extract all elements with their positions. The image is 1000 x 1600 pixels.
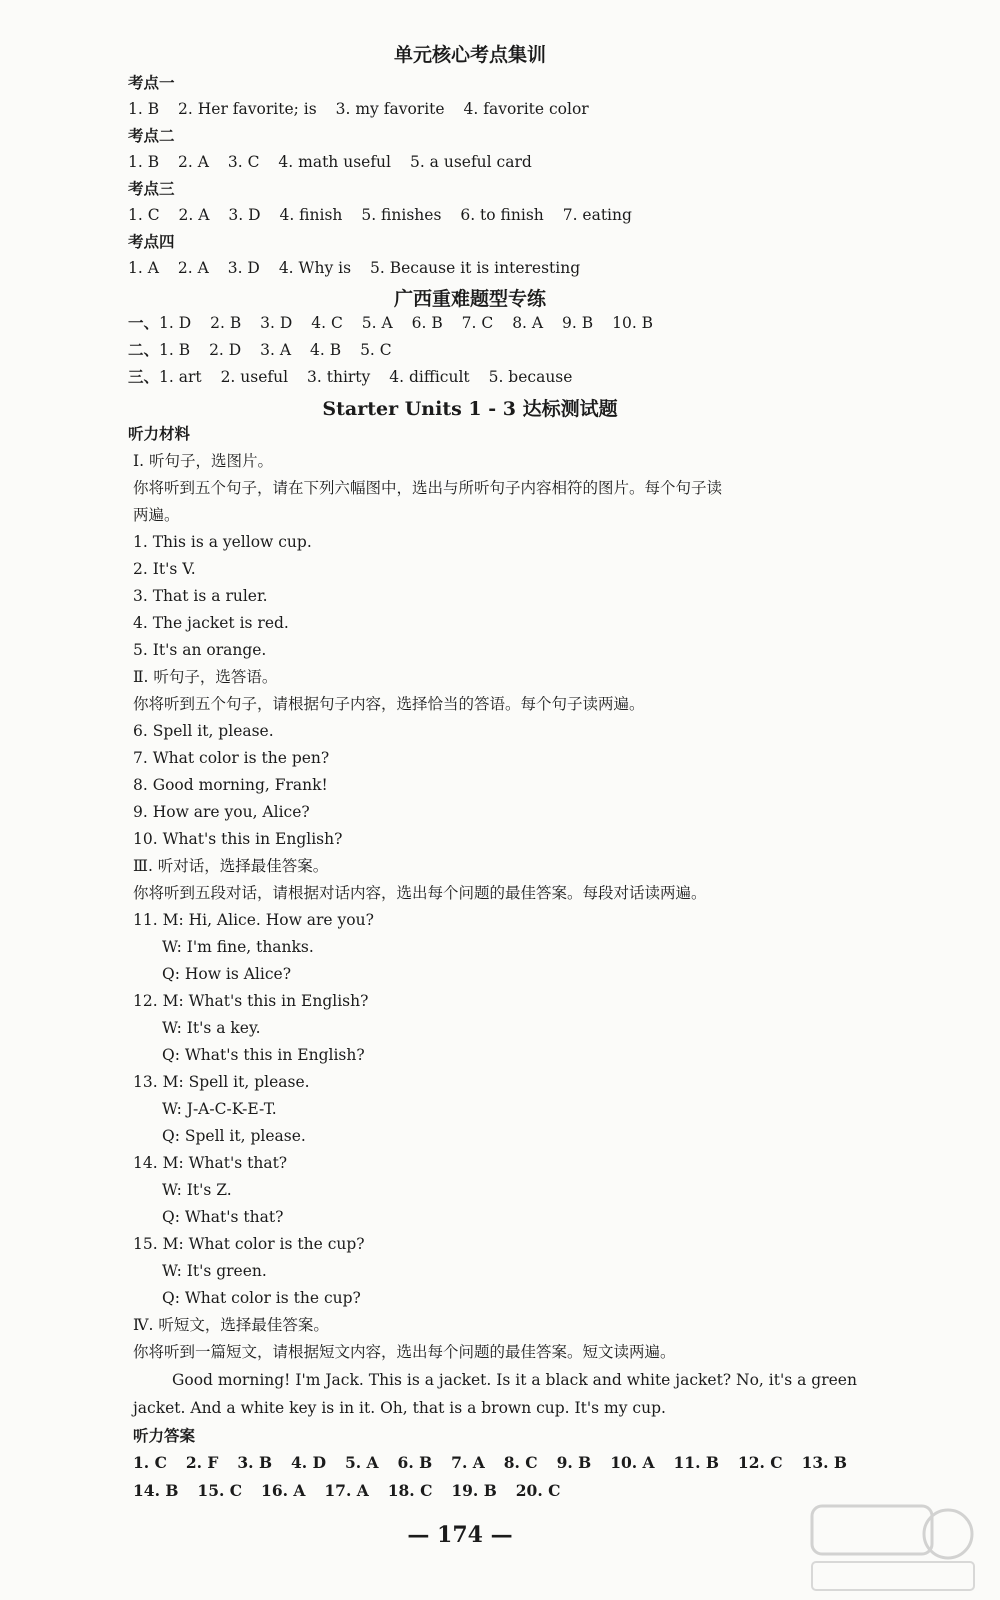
script-line: 4. The jacket is red. <box>133 614 289 632</box>
answer-item: 3. C <box>227 153 260 171</box>
answer-item: 20. C <box>515 1481 561 1500</box>
part3-instruction: 你将听到五段对话，请根据对话内容，选出每个问题的最佳答案。每段对话读两遍。 <box>133 884 707 902</box>
dialogue-line: 14. M: What's that? <box>133 1154 288 1172</box>
script-line: 10. What's this in English? <box>133 830 343 848</box>
answer-item: 13. B <box>801 1453 848 1472</box>
answer-item: 1. C <box>128 206 160 224</box>
answer-item: 3. D <box>228 206 261 224</box>
answer-item: 1. D <box>159 314 192 332</box>
answer-item: 8. A <box>512 314 544 332</box>
answer-item: 12. C <box>737 1453 783 1472</box>
dialogue-line: W: It's Z. <box>162 1181 232 1199</box>
kd4-label: 考点四 <box>128 232 175 251</box>
answer-item: 3. D <box>227 259 260 277</box>
answer-item: 1. C <box>133 1453 167 1472</box>
answer-item: 2. F <box>185 1453 219 1472</box>
script-line: 2. It's V. <box>133 560 196 578</box>
part4-heading: Ⅳ. 听短文，选择最佳答案。 <box>133 1316 329 1334</box>
answer-item: 5. Because it is interesting <box>369 259 581 277</box>
answer-item: 4. favorite color <box>463 100 589 118</box>
answer-item: 14. B <box>133 1481 179 1500</box>
passage-line: Good morning! I'm Jack. This is a jacket. Is it a black and white jacket? No, it's a green <box>172 1371 857 1389</box>
script-line: 3. That is a ruler. <box>133 587 268 605</box>
part4-instruction: 你将听到一篇短文，请根据短文内容，选出每个问题的最佳答案。短文读两遍。 <box>133 1343 676 1361</box>
answer-item: 7. A <box>451 1453 485 1472</box>
answer-item: 5. C <box>360 341 392 359</box>
dialogue-line: Q: How is Alice? <box>162 965 292 983</box>
dialogue-line: 12. M: What's this in English? <box>133 992 369 1010</box>
kd1-label: 考点一 <box>128 73 175 92</box>
gx1-answers <box>128 312 667 334</box>
answer-item: 9. B <box>562 314 594 332</box>
answer-item: 1. B <box>159 341 191 359</box>
gx2-label: 二、 <box>128 340 160 359</box>
script-line: 1. This is a yellow cup. <box>133 533 312 551</box>
gx2-answers <box>128 339 406 361</box>
kd2-answers <box>128 151 546 173</box>
answer-item: 1. art <box>159 368 202 386</box>
answer-item: 8. C <box>503 1453 538 1472</box>
dialogue-line: Q: Spell it, please. <box>162 1127 306 1145</box>
part2-heading: Ⅱ. 听句子，选答语。 <box>133 668 278 686</box>
page-number: — 174 — <box>407 1522 513 1548</box>
gx1-label: 一、 <box>128 313 160 332</box>
part2-instruction: 你将听到五个句子，请根据句子内容，选择恰当的答语。每个句子读两遍。 <box>133 695 645 713</box>
answer-item: 2. B <box>210 314 242 332</box>
answer-item: 19. B <box>451 1481 497 1500</box>
answer-item: 5. A <box>361 314 393 332</box>
answer-item: 3. D <box>260 314 293 332</box>
kd1-answers <box>128 98 603 120</box>
watermark-logo <box>808 1500 978 1596</box>
kd3-answers <box>128 204 646 226</box>
answer-item: 2. A <box>177 259 209 277</box>
answers-heading: 听力答案 <box>133 1426 196 1445</box>
dialogue-line: 11. M: Hi, Alice. How are you? <box>133 911 374 929</box>
dialogue-line: W: It's a key. <box>162 1019 261 1037</box>
answer-item: 1. B <box>128 100 160 118</box>
part3-heading: Ⅲ. 听对话，选择最佳答案。 <box>133 857 329 875</box>
answer-item: 3. B <box>237 1453 273 1472</box>
answer-item: 6. B <box>411 314 443 332</box>
answer-item: 7. C <box>461 314 494 332</box>
gx3-answers <box>128 366 586 388</box>
passage-line: jacket. And a white key is in it. Oh, that is a brown cup. It's my cup. <box>133 1399 666 1417</box>
answer-item: 7. eating <box>562 206 632 224</box>
answer-item: 4. difficult <box>389 368 470 386</box>
answer-item: 10. A <box>610 1453 655 1472</box>
dialogue-line: Q: What color is the cup? <box>162 1289 361 1307</box>
section-title-test: Starter Units 1 - 3 达标测试题 <box>322 398 618 420</box>
dialogue-line: 15. M: What color is the cup? <box>133 1235 365 1253</box>
script-line: 6. Spell it, please. <box>133 722 274 740</box>
answer-item: 6. B <box>397 1453 433 1472</box>
dialogue-line: W: J-A-C-K-E-T. <box>162 1100 277 1118</box>
answer-item: 6. to finish <box>460 206 544 224</box>
answer-item: 2. useful <box>220 368 289 386</box>
answer-item: 10. B <box>612 314 654 332</box>
answer-item: 16. A <box>261 1481 306 1500</box>
answer-item: 18. C <box>387 1481 433 1500</box>
part1-instruction: 你将听到五个句子，请在下列六幅图中，选出与所听句子内容相符的图片。每个句子读 <box>133 479 723 497</box>
kd3-label: 考点三 <box>128 179 175 198</box>
answer-item: 2. D <box>209 341 242 359</box>
answer-item: 4. D <box>291 1453 327 1472</box>
script-line: 7. What color is the pen? <box>133 749 330 767</box>
answer-item: 3. my favorite <box>335 100 445 118</box>
answer-item: 2. Her favorite; is <box>178 100 317 118</box>
answer-item: 4. Why is <box>278 259 352 277</box>
answer-item: 17. A <box>324 1481 369 1500</box>
answer-item: 3. thirty <box>307 368 371 386</box>
answer-item: 11. B <box>673 1453 719 1472</box>
section-title-core: 单元核心考点集训 <box>393 44 546 66</box>
dialogue-line: Q: What's this in English? <box>162 1046 365 1064</box>
listen-material-label: 听力材料 <box>128 424 191 443</box>
kd4-answers <box>128 257 594 279</box>
answer-item: 3. A <box>260 341 292 359</box>
answer-item: 5. because <box>488 368 573 386</box>
script-line: 5. It's an orange. <box>133 641 267 659</box>
answer-item: 2. A <box>178 206 210 224</box>
kd2-label: 考点二 <box>128 126 175 145</box>
answers-row-2 <box>133 1480 574 1502</box>
answers-row-1 <box>133 1452 861 1474</box>
answer-item: 5. A <box>344 1453 379 1472</box>
part1-instruction-cont: 两遍。 <box>133 506 180 524</box>
dialogue-line: W: It's green. <box>162 1262 267 1280</box>
dialogue-line: 13. M: Spell it, please. <box>133 1073 310 1091</box>
answer-item: 2. A <box>178 153 209 171</box>
answer-item: 15. C <box>197 1481 243 1500</box>
answer-item: 4. math useful <box>278 153 392 171</box>
part1-heading: Ⅰ. 听句子，选图片。 <box>133 452 273 470</box>
answer-item: 9. B <box>556 1453 592 1472</box>
script-line: 9. How are you, Alice? <box>133 803 310 821</box>
dialogue-line: W: I'm fine, thanks. <box>162 938 314 956</box>
answer-item: 4. B <box>310 341 342 359</box>
section-title-guangxi: 广西重难题型专练 <box>393 288 546 310</box>
dialogue-line: Q: What's that? <box>162 1208 284 1226</box>
gx3-label: 三、 <box>128 367 160 386</box>
script-line: 8. Good morning, Frank! <box>133 776 328 794</box>
answer-item: 5. finishes <box>361 206 442 224</box>
answer-item: 1. B <box>128 153 160 171</box>
answer-item: 5. a useful card <box>409 153 532 171</box>
answer-item: 4. finish <box>279 206 343 224</box>
answer-item: 1. A <box>128 259 159 277</box>
answer-item: 4. C <box>311 314 343 332</box>
